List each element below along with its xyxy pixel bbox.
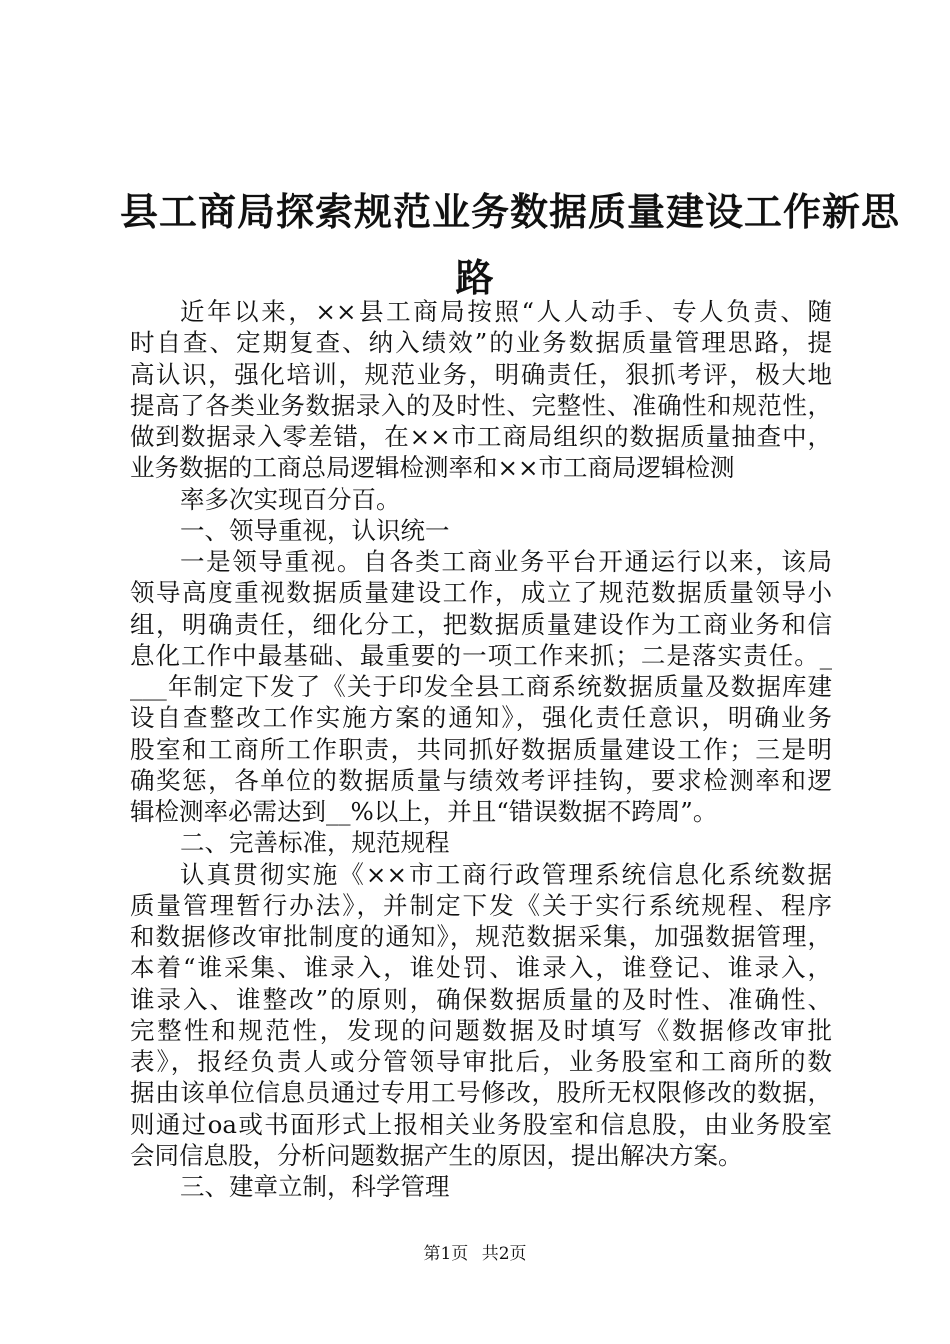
paragraph-line: 辑检测率必需达到__%以上，并且“错误数据不跨周”。 xyxy=(130,797,718,826)
paragraph-line: 高认识，强化培训，规范业务，明确责任，狠抓考评，极大地 xyxy=(130,360,832,389)
paragraph-line: 做到数据录入零差错，在××市工商局组织的数据质量抽查中， xyxy=(130,422,832,451)
paragraph-line: 和数据修改审批制度的通知》，规范数据采集，加强数据管理， xyxy=(130,922,832,951)
paragraph-line: 近年以来，××县工商局按照“人人动手、专人负责、随 xyxy=(180,297,832,326)
paragraph-line: 本着“谁采集、谁录入，谁处罚、谁录入，谁登记、谁录入， xyxy=(130,953,832,982)
paragraph-line: 认真贯彻实施《××市工商行政管理系统信息化系统数据 xyxy=(180,860,832,889)
paragraph-line: 组，明确责任，细化分工，把数据质量建设作为工商业务和信 xyxy=(130,610,832,639)
paragraph-line: 股室和工商所工作职责，共同抓好数据质量建设工作；三是明 xyxy=(130,735,832,764)
paragraph-line: 业务数据的工商总局逻辑检测率和××市工商局逻辑检测 xyxy=(130,453,735,482)
paragraph-line: 确奖惩，各单位的数据质量与绩效考评挂钩，要求检测率和逻 xyxy=(130,766,832,795)
document-title-line-2: 路 xyxy=(455,255,495,300)
paragraph-line: 会同信息股，分析问题数据产生的原因，提出解决方案。 xyxy=(130,1141,743,1170)
page-total: 共2页 xyxy=(481,1244,527,1264)
paragraph-line: 则通过oa或书面形式上报相关业务股室和信息股，由业务股室 xyxy=(130,1110,832,1139)
paragraph-line: ___年制定下发了《关于印发全县工商系统数据质量及数据库建 xyxy=(130,672,832,701)
paragraph-line: 完整性和规范性，发现的问题数据及时填写《数据修改审批 xyxy=(130,1016,832,1045)
paragraph-line: 一是领导重视。自各类工商业务平台开通运行以来，该局 xyxy=(180,547,832,576)
paragraph-line: 谁录入、谁整改”的原则，确保数据质量的及时性、准确性、 xyxy=(130,985,832,1014)
page-number: 第1页 xyxy=(423,1244,469,1264)
section-heading: 三、建章立制，科学管理 xyxy=(180,1172,450,1201)
paragraph-line: 设自查整改工作实施方案的通知》，强化责任意识，明确业务 xyxy=(130,703,832,732)
section-heading: 二、完善标准，规范规程 xyxy=(180,828,450,857)
document-title-line-1: 县工商局探索规范业务数据质量建设工作新思 xyxy=(120,189,901,234)
paragraph-line: 表》，报经负责人或分管领导审批后，业务股室和工商所的数 xyxy=(130,1047,832,1076)
paragraph-line: 领导高度重视数据质量建设工作，成立了规范数据质量领导小 xyxy=(130,578,832,607)
section-heading: 一、领导重视，认识统一 xyxy=(180,516,450,545)
paragraph-line: 质量管理暂行办法》，并制定下发《关于实行系统规程、程序 xyxy=(130,891,832,920)
paragraph-line: 率多次实现百分百。 xyxy=(180,485,401,514)
paragraph-line: 据由该单位信息员通过专用工号修改，股所无权限修改的数据， xyxy=(130,1078,832,1107)
page-footer xyxy=(0,1242,950,1266)
paragraph-line: 时自查、定期复查、纳入绩效”的业务数据质量管理思路，提 xyxy=(130,328,832,357)
paragraph-line: 息化工作中最基础、最重要的一项工作来抓；二是落实责任。_ xyxy=(130,641,832,670)
paragraph-line: 提高了各类业务数据录入的及时性、完整性、准确性和规范性， xyxy=(130,391,832,420)
